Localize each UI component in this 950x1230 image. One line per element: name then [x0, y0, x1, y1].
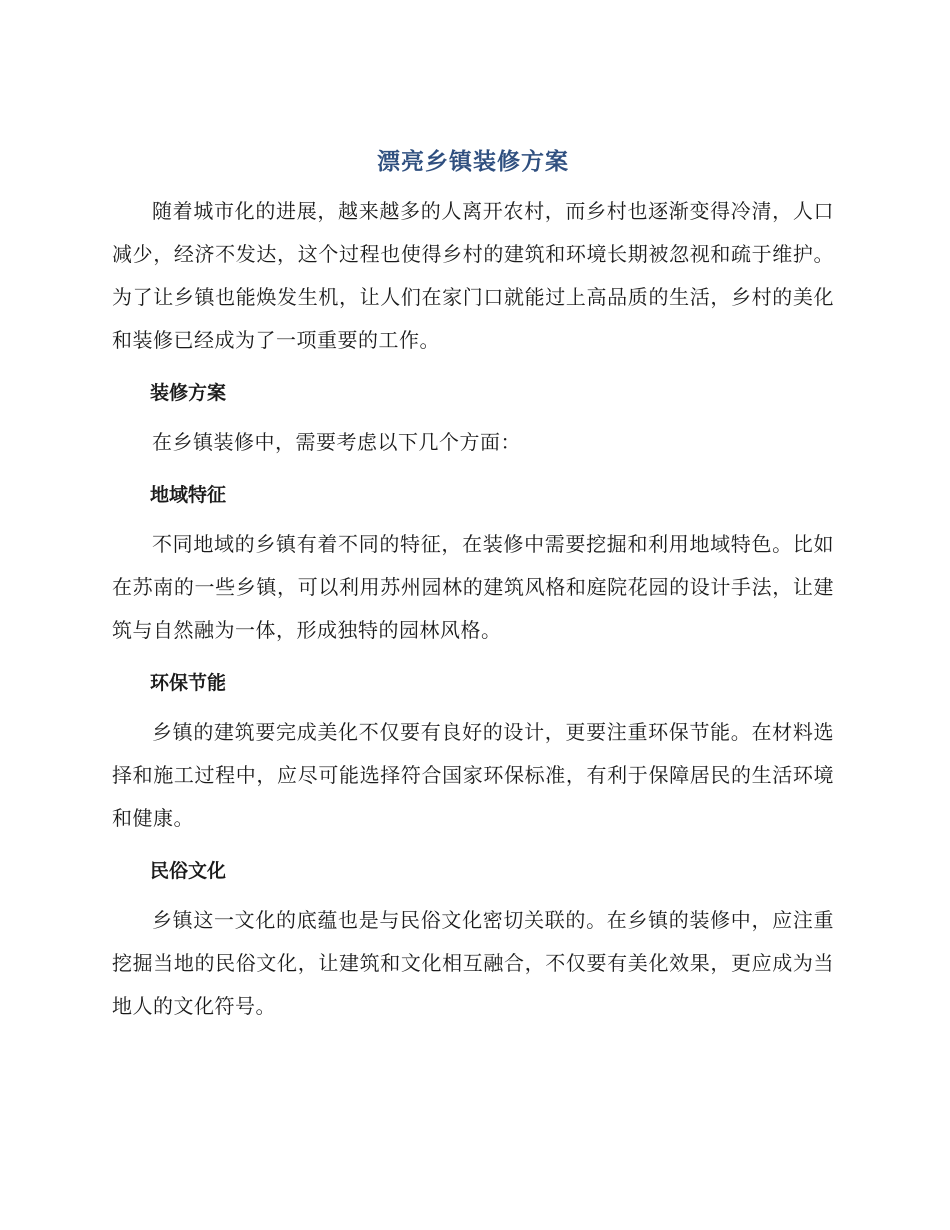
section-heading-eco: 环保节能 [150, 672, 227, 694]
section-text-plan: 在乡镇装修中，需要考虑以下几个方面： [152, 430, 521, 454]
section-text-eco: 乡镇的建筑要完成美化不仅要有良好的设计，更要注重环保节能。在材料选择和施工过程中，应尽可能选择符合国家环保标准，有利于保障居民的生活环境和健康。 [112, 720, 834, 830]
section-heading-plan: 装修方案 [150, 382, 227, 404]
section-heading-region: 地域特征 [150, 484, 227, 506]
section-text-folk: 乡镇这一文化的底蕴也是与民俗文化密切关联的。在乡镇的装修中，应注重挖掘当地的民俗文化，让建筑和文化相互融合，不仅要有美化效果，更应成为当地人的文化符号。 [112, 908, 834, 1018]
document-page [112, 140, 834, 1028]
section-text-region: 不同地域的乡镇有着不同的特征，在装修中需要挖掘和利用地域特色。比如在苏南的一些乡镇，可以利用苏州园林的建筑风格和庭院花园的设计手法，让建筑与自然融为一体，形成独特的园林风格。 [112, 532, 834, 642]
document-title: 漂亮乡镇装修方案 [377, 149, 569, 175]
section-heading-folk: 民俗文化 [150, 860, 227, 882]
intro-paragraph: 随着城市化的进展，越来越多的人离开农村，而乡村也逐渐变得冷清，人口减少，经济不发达，这个过程也使得乡村的建筑和环境长期被忽视和疏于维护。为了让乡镇也能焕发生机，让人们在家门口就能过上高品质的生活，乡村的美化和装修已经成为了一项重要的工作。 [112, 199, 834, 352]
